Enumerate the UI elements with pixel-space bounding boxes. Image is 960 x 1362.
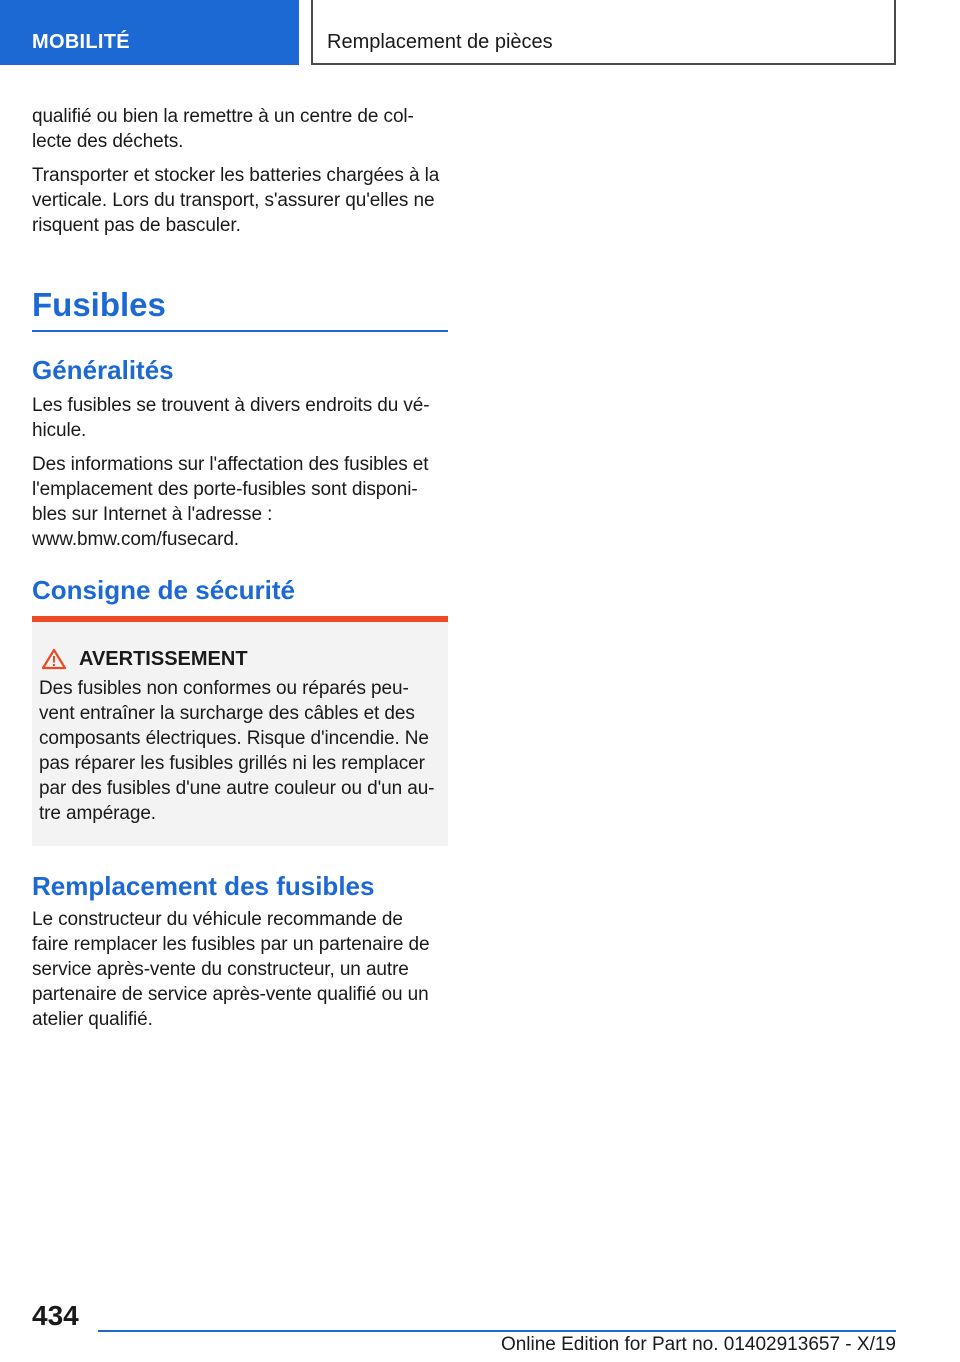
- general-paragraph-1: Les fusibles se trouvent à divers endroits du vé-hicule.: [32, 395, 430, 441]
- warning-triangle-icon: [41, 648, 67, 670]
- warning-box: [32, 616, 448, 846]
- heading-generalites: Généralités: [32, 355, 174, 385]
- general-section: [32, 355, 448, 552]
- warning-text: Des fusibles non conformes ou réparés peu-vent entraîner la surcharge des câbles et des composants électriques. Risque d'incendie. Ne pas réparer les fusibles grillés ni les remplacer par des fusibles d'une autre couleur ou d'un au-tre ampérage.: [39, 678, 435, 824]
- header-section-label: MOBILITÉ: [0, 0, 299, 65]
- safety-heading-wrap: [32, 575, 448, 605]
- warning-header: [39, 648, 438, 670]
- intro-paragraph-1: qualifié ou bien la remettre à un centre de col-lecte des déchets.: [32, 106, 414, 152]
- warning-title: AVERTISSEMENT: [79, 648, 248, 670]
- replace-section: [32, 871, 448, 1032]
- replace-paragraph-1: Le constructeur du véhicule recommande de faire remplacer les fusibles par un partenaire de service après-vente du constructeur, un autre partenaire de service après-vente qualifié ou un atelier qualifié.: [32, 909, 430, 1030]
- footer-edition: Online Edition for Part no. 01402913657 - X/19: [500, 1334, 896, 1355]
- general-paragraph-2: Des informations sur l'affectation des fusibles et l'emplacement des porte-fusibles sont disponi-bles sur Internet à l'adresse : www.bmw.com/fusecard.: [32, 454, 429, 550]
- heading-remplacement-fusibles: Remplacement des fusibles: [32, 871, 375, 901]
- heading-consigne-securite: Consigne de sécurité: [32, 575, 295, 605]
- page-number: 434: [32, 1300, 79, 1331]
- header-chapter-title: Remplacement de pièces: [311, 0, 896, 65]
- intro-text: [32, 104, 448, 238]
- section-title-fusibles: Fusibles: [32, 286, 448, 332]
- intro-paragraph-2: Transporter et stocker les batteries chargées à la verticale. Lors du transport, s'assurer qu'elles ne risquent pas de basculer.: [32, 165, 440, 236]
- footer-divider: [98, 1330, 896, 1332]
